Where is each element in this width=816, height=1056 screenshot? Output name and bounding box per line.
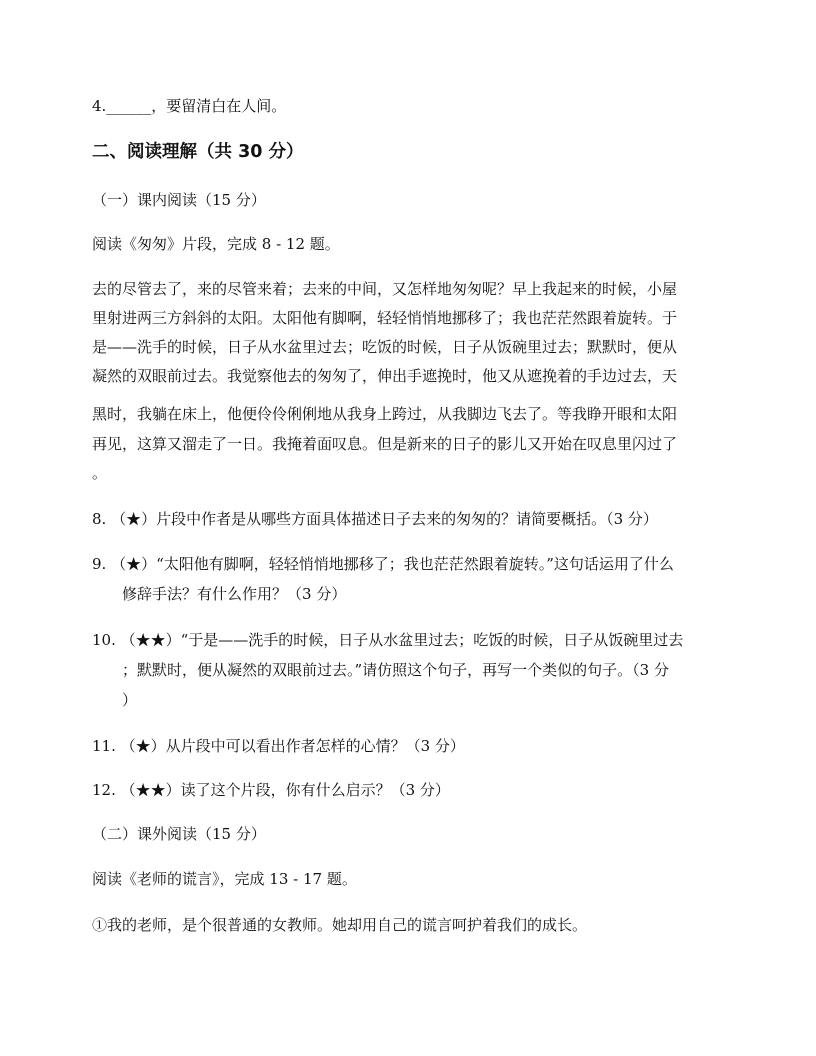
passage-teacher-lie-paragraph-1: ①我的老师，是个很普通的女教师。她却用自己的谎言呵护着我们的成长。 bbox=[92, 916, 588, 934]
part-intro-teacher-lie: 阅读《老师的谎言》，完成 13 - 17 题。 bbox=[92, 870, 357, 888]
question-12: 12. （★★）读了这个片段，你有什么启示？（3 分） bbox=[92, 781, 450, 799]
passage-line: 凝然的双眼前过去。我觉察他去的匆匆了，伸出手遮挽时，他又从遮挽着的手边过去，天 bbox=[92, 367, 678, 385]
passage-line: 是——洗手的时候，日子从水盆里过去；吃饭的时候，日子从饭碗里过去；默默时，便从 bbox=[92, 338, 678, 356]
fill-in-item-4: 4.______，要留清白在人间。 bbox=[92, 97, 287, 115]
question-9-line-1: 9. （★）“太阳他有脚啊，轻轻悄悄地挪移了；我也茫茫然跟着旋转。”这句话运用了什么 bbox=[92, 555, 674, 573]
question-10-line-1: 10. （★★）“于是——洗手的时候，日子从水盆里过去；吃饭的时候，日子从饭碗里过去 bbox=[92, 631, 684, 649]
passage-line: 。 bbox=[92, 464, 108, 482]
question-8: 8. （★）片段中作者是从哪些方面具体描述日子去来的匆匆的？请简要概括。（3 分） bbox=[92, 510, 658, 528]
passage-line: 黑时，我躺在床上，他便伶伶俐俐地从我身上跨过，从我脚边飞去了。等我睁开眼和太阳 bbox=[92, 405, 678, 423]
passage-line: 里射进两三方斜斜的太阳。太阳他有脚啊，轻轻悄悄地挪移了；我也茫茫然跟着旋转。于 bbox=[92, 309, 678, 327]
question-9-line-2: 修辞手法？有什么作用？（3 分） bbox=[122, 585, 347, 603]
section-title-reading: 二、阅读理解（共 30 分） bbox=[92, 142, 304, 162]
part-title-extracurricular-reading: （二）课外阅读（15 分） bbox=[92, 825, 266, 843]
passage-line: 再见，这算又溜走了一日。我掩着面叹息。但是新来的日子的影儿又开始在叹息里闪过了 bbox=[92, 435, 678, 453]
passage-line: 去的尽管去了，来的尽管来着；去来的中间，又怎样地匆匆呢？早上我起来的时候，小屋 bbox=[92, 280, 678, 298]
part-title-in-class-reading: （一）课内阅读（15 分） bbox=[92, 191, 266, 209]
part-intro-congcong: 阅读《匆匆》片段，完成 8 - 12 题。 bbox=[92, 235, 340, 253]
question-11: 11. （★）从片段中可以看出作者怎样的心情？（3 分） bbox=[92, 737, 465, 755]
question-10-line-2: ；默默时，便从凝然的双眼前过去。”请仿照这个句子，再写一个类似的句子。（3 分 bbox=[122, 661, 669, 679]
question-10-line-3: ） bbox=[122, 691, 138, 709]
